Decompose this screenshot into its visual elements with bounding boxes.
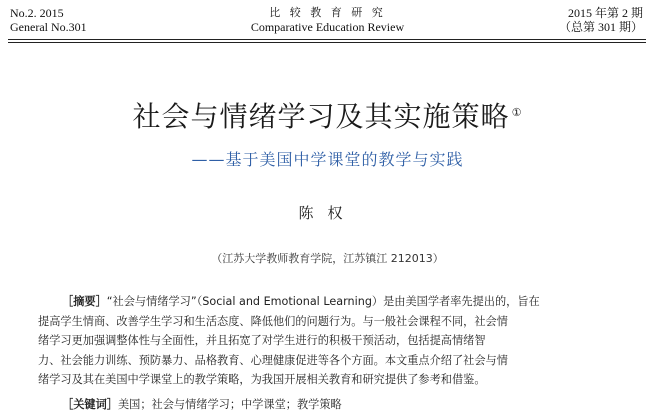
abstract-text: “社会与情绪学习”（Social and Emotional Learning）是由美国学者率先提出的，旨在 xyxy=(106,295,540,308)
keywords-text: 美国；社会与情绪学习；中学课堂；教学策略 xyxy=(117,398,342,411)
abstract-line xyxy=(38,292,630,312)
abstract-line: 提高学生情商、改善学生学习和生活态度、降低他们的问题行为。与一般社会课程不同，社会情 xyxy=(38,314,508,328)
header-year-issue: 2015 年第 2 期 xyxy=(567,6,643,20)
article-author: 陈权 xyxy=(298,204,357,222)
header-issue-right xyxy=(559,6,643,34)
abstract xyxy=(38,292,630,390)
abstract-line: 力、社会能力训练、预防暴力、品格教育、心理健康促进等各个方面。本文重点介绍了社会与情 xyxy=(38,353,508,367)
journal-title-cn: 比 较 教 育 研 究 xyxy=(269,6,386,19)
article-title xyxy=(0,95,655,135)
abstract-line: 绪学习更加强调整体性与全面性，并且拓宽了对学生进行的积极干预活动，包括提高情绪智 xyxy=(38,334,486,347)
journal-title-en: Comparative Education Review xyxy=(250,20,405,34)
title-footnote-mark[interactable]: ① xyxy=(511,105,523,119)
header-issue-number: No.2. 2015 xyxy=(10,6,64,20)
abstract-line: 绪学习及其在美国中学课堂上的教学策略，为我国开展相关教育和研究提供了参考和借鉴。 xyxy=(38,373,486,386)
keywords xyxy=(62,396,342,412)
header-general-number: General No.301 xyxy=(10,20,87,34)
header-journal-name xyxy=(0,6,655,34)
article-title-text: 社会与情绪学习及其实施策略 xyxy=(132,100,510,133)
keywords-label: ［关键词］ xyxy=(62,398,118,411)
header-rule-bottom xyxy=(8,42,646,43)
abstract-label: ［摘要］ xyxy=(62,295,107,308)
header-total-issue: （总第 301 期） xyxy=(558,20,643,34)
article-subtitle: ——基于美国中学课堂的教学与实践 xyxy=(191,150,464,169)
author-affiliation: （江苏大学教师教育学院，江苏镇江 212013） xyxy=(211,252,444,265)
header-rule-top xyxy=(8,39,646,40)
